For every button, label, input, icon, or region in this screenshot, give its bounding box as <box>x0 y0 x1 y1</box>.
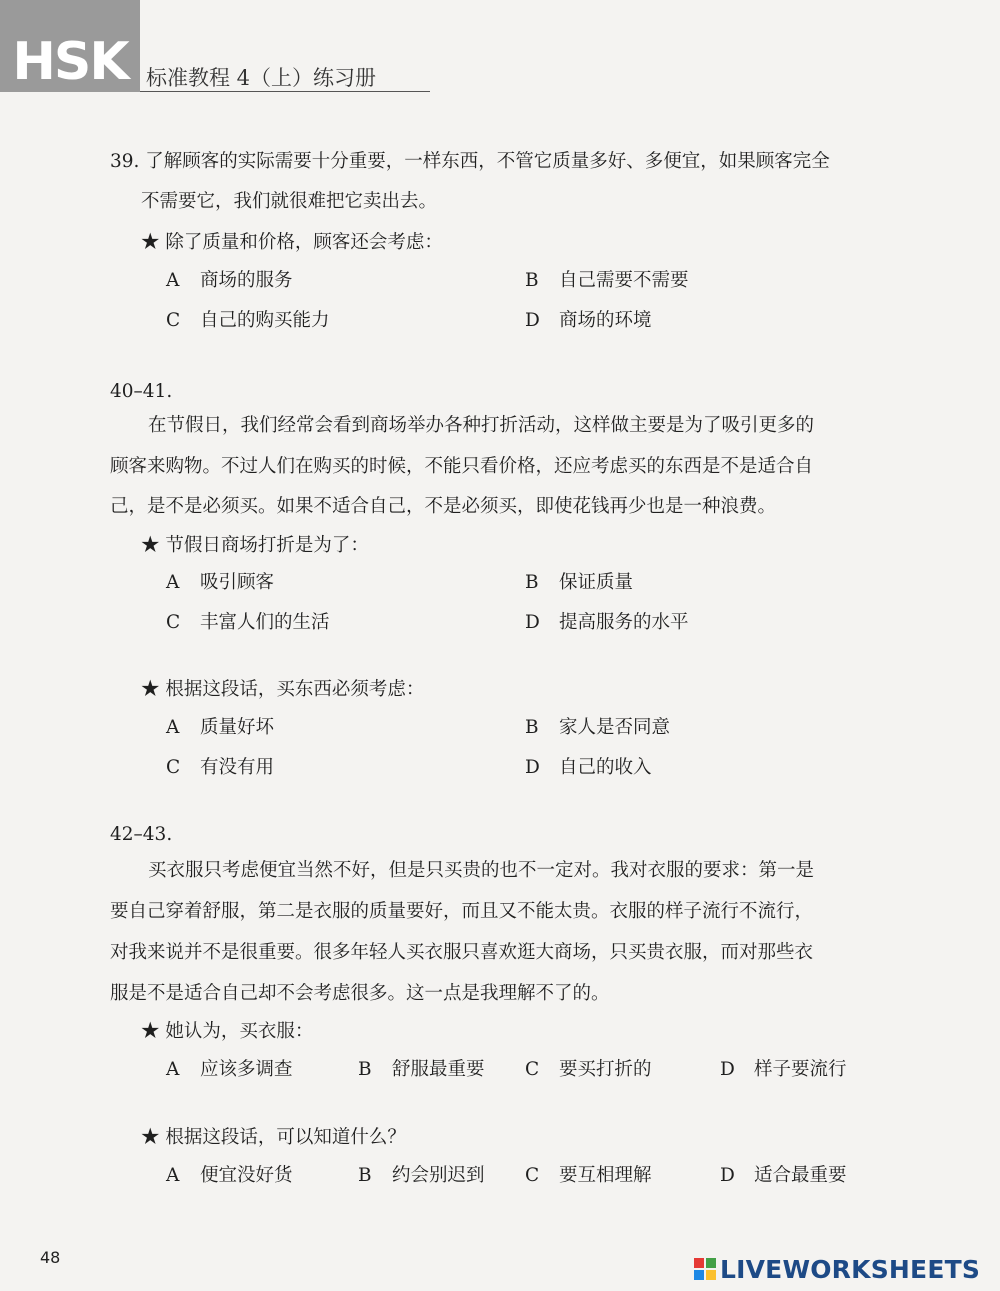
logo-square-red <box>694 1258 704 1268</box>
option-text: 样子要流行 <box>754 1059 847 1080</box>
option-letter: C <box>525 1059 540 1080</box>
q40-option-b[interactable] <box>525 571 633 595</box>
option-letter: D <box>525 612 540 633</box>
q43-option-c[interactable] <box>525 1164 652 1188</box>
option-text: 适合最重要 <box>754 1165 847 1186</box>
option-text: 自己需要不需要 <box>559 270 689 291</box>
q39-option-a[interactable] <box>166 269 293 293</box>
q40-option-c[interactable] <box>166 611 330 635</box>
option-text: 自己的收入 <box>559 757 652 778</box>
q41-option-b[interactable] <box>525 716 670 740</box>
option-text: 家人是否同意 <box>559 717 671 738</box>
q39-option-d[interactable] <box>525 309 652 333</box>
option-text: 丰富人们的生活 <box>200 612 330 633</box>
q42-43-number: 42–43. <box>110 824 173 845</box>
q39-option-c[interactable] <box>166 309 330 333</box>
option-letter: A <box>166 1059 180 1080</box>
book-title: 标准教程 4（上）练习册 <box>146 66 377 90</box>
logo-square-yellow <box>706 1270 716 1280</box>
q41-option-c[interactable] <box>166 756 274 780</box>
option-text: 质量好坏 <box>200 717 275 738</box>
option-letter: A <box>166 717 180 738</box>
option-letter: B <box>358 1165 372 1186</box>
q41-option-a[interactable] <box>166 716 274 740</box>
q42-option-d[interactable] <box>720 1058 847 1082</box>
logo-square-green <box>706 1258 716 1268</box>
option-text: 有没有用 <box>200 757 275 778</box>
option-text: 保证质量 <box>559 572 634 593</box>
q39-passage-line-1: 39. 了解顾客的实际需要十分重要，一样东西，不管它质量多好、多便宜，如果顾客完全 <box>110 151 830 172</box>
q43-option-b[interactable] <box>358 1164 485 1188</box>
option-text: 商场的服务 <box>200 270 293 291</box>
q39-passage-line-2: 不需要它，我们就很难把它卖出去。 <box>141 191 438 212</box>
option-text: 自己的购买能力 <box>200 310 330 331</box>
option-letter: A <box>166 1165 180 1186</box>
q40-question: ★ 节假日商场打折是为了： <box>141 535 369 556</box>
option-letter: D <box>525 310 540 331</box>
hsk-logo: HSK <box>12 32 128 92</box>
q40-41-number: 40–41. <box>110 381 173 402</box>
q43-option-a[interactable] <box>166 1164 293 1188</box>
option-letter: B <box>525 572 539 593</box>
option-letter: D <box>525 757 540 778</box>
q43-question: ★ 根据这段话，可以知道什么？ <box>141 1127 406 1148</box>
option-letter: B <box>525 270 539 291</box>
option-letter: D <box>720 1059 735 1080</box>
q40-option-a[interactable] <box>166 571 274 595</box>
option-text: 便宜没好货 <box>200 1165 293 1186</box>
q42-43-passage-line-4: 服是不是适合自己却不会考虑很多。这一点是我理解不了的。 <box>110 983 610 1004</box>
q42-43-passage-line-2: 要自己穿着舒服，第二是衣服的质量要好，而且又不能太贵。衣服的样子流行不流行， <box>110 901 814 922</box>
header-divider <box>140 91 430 92</box>
header-logo-block <box>0 0 140 92</box>
option-letter: C <box>525 1165 540 1186</box>
liveworksheets-wordmark: LIVEWORKSHEETS <box>720 1254 981 1284</box>
option-letter: C <box>166 757 181 778</box>
option-text: 要互相理解 <box>559 1165 652 1186</box>
option-text: 约会别迟到 <box>392 1165 485 1186</box>
option-letter: D <box>720 1165 735 1186</box>
q42-question: ★ 她认为，买衣服： <box>141 1021 314 1042</box>
option-text: 舒服最重要 <box>392 1059 485 1080</box>
q40-41-passage-line-2: 顾客来购物。不过人们在购买的时候，不能只看价格，还应考虑买的东西是不是适合自 <box>110 456 814 477</box>
q41-option-d[interactable] <box>525 756 652 780</box>
q39-question: ★ 除了质量和价格，顾客还会考虑： <box>141 232 443 253</box>
option-letter: B <box>525 717 539 738</box>
q42-43-passage-line-3: 对我来说并不是很重要。很多年轻人买衣服只喜欢逛大商场，只买贵衣服，而对那些衣 <box>110 942 814 963</box>
page-number: 48 <box>40 1248 61 1267</box>
q40-41-passage-line-3: 己，是不是必须买。如果不适合自己，不是必须买，即使花钱再少也是一种浪费。 <box>110 496 777 517</box>
liveworksheets-brand[interactable] <box>694 1255 980 1283</box>
logo-square-blue <box>694 1270 704 1280</box>
option-letter: C <box>166 310 181 331</box>
q39-option-b[interactable] <box>525 269 689 293</box>
q40-option-d[interactable] <box>525 611 689 635</box>
q42-43-passage-line-1: 买衣服只考虑便宜当然不好，但是只买贵的也不一定对。我对衣服的要求：第一是 <box>148 860 815 881</box>
q42-option-a[interactable] <box>166 1058 293 1082</box>
option-text: 商场的环境 <box>559 310 652 331</box>
option-letter: A <box>166 270 180 291</box>
q40-41-passage-line-1: 在节假日，我们经常会看到商场举办各种打折活动，这样做主要是为了吸引更多的 <box>148 415 815 436</box>
q42-option-b[interactable] <box>358 1058 485 1082</box>
liveworksheets-logo-icon <box>694 1258 716 1280</box>
q43-option-d[interactable] <box>720 1164 847 1188</box>
q42-option-c[interactable] <box>525 1058 652 1082</box>
option-text: 提高服务的水平 <box>559 612 689 633</box>
option-text: 要买打折的 <box>559 1059 652 1080</box>
option-letter: C <box>166 612 181 633</box>
option-text: 吸引顾客 <box>200 572 275 593</box>
q41-question: ★ 根据这段话，买东西必须考虑： <box>141 679 425 700</box>
option-text: 应该多调查 <box>200 1059 293 1080</box>
option-letter: B <box>358 1059 372 1080</box>
option-letter: A <box>166 572 180 593</box>
